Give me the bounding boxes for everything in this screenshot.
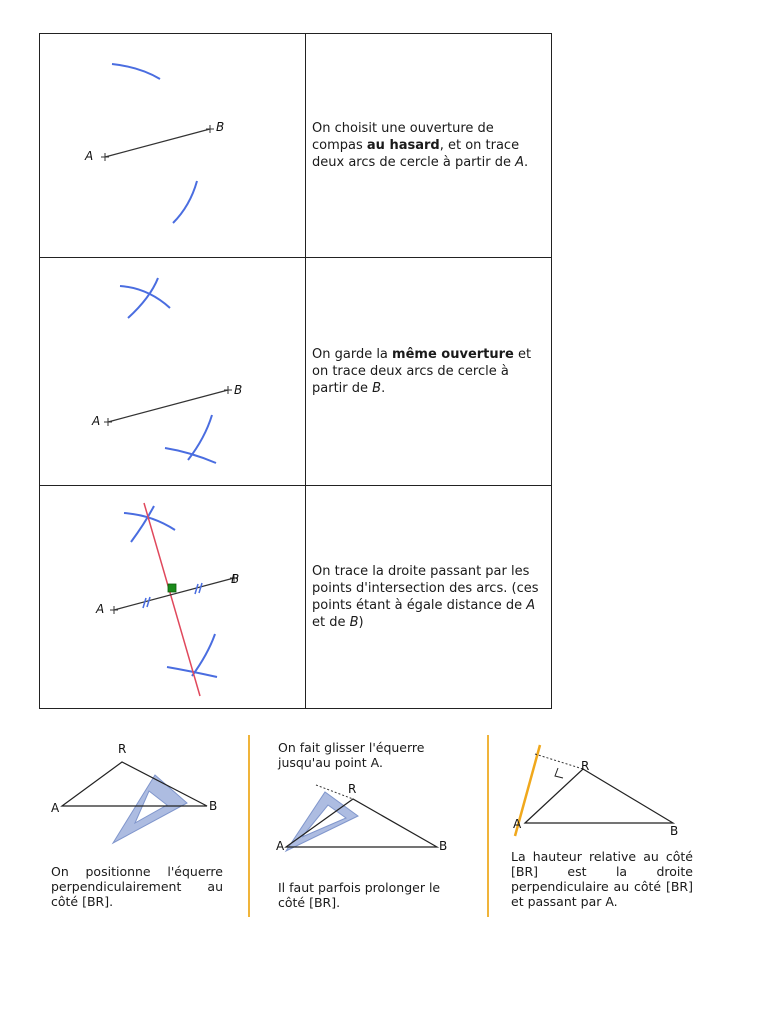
- panel2-figure: [252, 733, 487, 873]
- extended-side: [535, 754, 583, 769]
- panel-height-line: [491, 733, 719, 918]
- arc: [173, 181, 197, 223]
- arc: [192, 634, 215, 676]
- table-row: [40, 257, 551, 485]
- triangle-abr: [525, 769, 673, 823]
- figure-cell: [40, 258, 306, 485]
- explanation-cell: [307, 34, 551, 257]
- point-label-a: A: [96, 602, 105, 616]
- right-angle-mark: [555, 768, 563, 778]
- explanation-text: On garde la même ouverture et on trace deux arcs de cercle à partir de B.: [312, 347, 532, 396]
- panel-caption: On positionne l'équerre perpendiculairement au côté [BR].: [51, 864, 223, 909]
- explanation-text: On choisit une ouverture de compas au hasard, et on trace deux arcs de cercle à partir de A.: [312, 121, 529, 170]
- equal-tick: [199, 583, 202, 593]
- step2-figure: [40, 258, 306, 486]
- panel1-figure: [39, 733, 239, 863]
- triangle-abr: [62, 762, 207, 806]
- table-row: [40, 485, 551, 708]
- height-construction-panels: [39, 733, 719, 918]
- segment-ab: [105, 129, 210, 157]
- panel-top-caption: On fait glisser l'équerre jusqu'au point A.: [278, 740, 425, 770]
- arc: [120, 286, 170, 308]
- construction-table: [39, 33, 552, 709]
- point-label-a: A: [276, 839, 285, 853]
- point-label-b: B: [216, 120, 225, 134]
- point-label-r: R: [348, 782, 357, 796]
- panel3-figure: [491, 733, 719, 848]
- figure-cell: [40, 34, 306, 257]
- point-label-a: A: [85, 149, 94, 163]
- point-label-a: A: [92, 414, 101, 428]
- panel-position-square: [39, 733, 239, 918]
- equal-tick: [147, 597, 150, 607]
- explanation-cell: [307, 486, 551, 708]
- table-row: [40, 34, 551, 257]
- panel-caption: La hauteur relative au côté [BR] est la droite perpendiculaire au côté [BR] et passant par A.: [511, 849, 693, 909]
- panel-caption: Il faut parfois prolonger le côté [BR].: [278, 880, 441, 910]
- equal-tick: [195, 584, 198, 594]
- right-angle-mark: [168, 584, 176, 592]
- explanation-cell: [307, 258, 551, 485]
- point-label-b: B: [670, 824, 679, 838]
- segment-ab: [108, 390, 228, 422]
- panel-slide-square: [252, 733, 487, 918]
- step3-figure: [40, 486, 306, 709]
- point-label-a: A: [513, 817, 522, 831]
- point-label-b: B: [439, 839, 448, 853]
- arc: [112, 64, 160, 79]
- figure-cell: [40, 486, 306, 708]
- point-label-r: R: [581, 759, 590, 773]
- arc: [128, 278, 158, 318]
- point-label-a: A: [51, 801, 60, 815]
- explanation-text: On trace la droite passant par les points d'intersection des arcs. (ces points étant à égale distance de A et de B): [312, 564, 539, 630]
- point-label-r: R: [118, 742, 127, 756]
- point-label-b: B: [234, 383, 243, 397]
- point-label-b: B: [231, 572, 240, 586]
- equal-tick: [143, 598, 146, 608]
- separator: [487, 735, 489, 917]
- step1-figure: [40, 34, 306, 257]
- point-label-b: B: [209, 799, 218, 813]
- separator: [248, 735, 250, 917]
